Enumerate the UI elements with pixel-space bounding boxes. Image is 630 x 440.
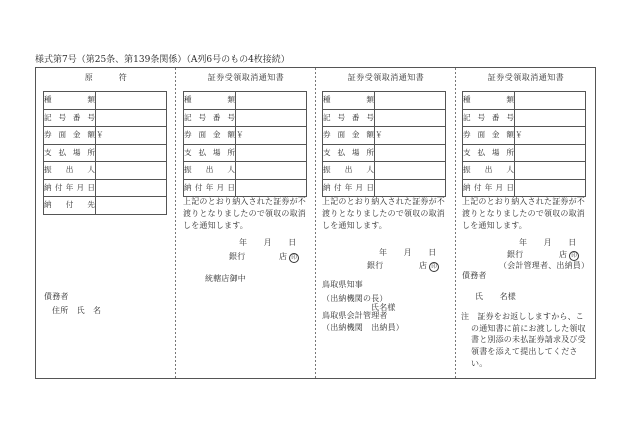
message-line: 渡りとなりましたので領収の取消 — [462, 209, 585, 218]
row-serial-number — [44, 109, 167, 127]
seal-icon: 印 — [289, 253, 299, 263]
row-drawer — [184, 162, 307, 180]
row-label: 支 払 場 所 — [44, 144, 96, 162]
branch-label: 店 — [419, 261, 428, 270]
message-line: 渡りとなりましたので領収の取消 — [183, 209, 306, 218]
notice-table — [462, 91, 586, 197]
row-value-cell — [515, 162, 586, 180]
row-label: 納付年月日 — [463, 179, 515, 197]
row-label: 券 面 金 額 — [463, 127, 515, 145]
row-value-cell — [236, 109, 307, 127]
row-label: 納付年月日 — [323, 179, 375, 197]
debtor-address-name: 住所 氏 名 — [52, 306, 102, 315]
message-line: 上記のとおり納入された証券が不 — [462, 197, 585, 206]
notice-table — [322, 91, 446, 197]
debtor-label: 債務者 — [44, 292, 69, 301]
row-payment-place — [184, 144, 307, 162]
row-value-cell — [236, 92, 307, 110]
notice-column-treasurer — [316, 68, 456, 378]
date-line: 年 月 日 — [379, 248, 437, 257]
bank-label: 銀行 — [507, 250, 524, 259]
row-value-cell — [375, 92, 446, 110]
message-line: 上記のとおり納入された証券が不 — [183, 197, 306, 206]
row-face-value — [184, 127, 307, 145]
note-line: 注 証券をお返ししますから、こ — [461, 312, 584, 321]
row-label: 振 出 人 — [323, 162, 375, 180]
row-value-cell — [375, 109, 446, 127]
row-label: 納 付 先 — [44, 197, 96, 215]
date-line: 年 月 日 — [239, 238, 297, 247]
note-line: の通知書に前にお渡しした領収 — [471, 324, 586, 333]
date-line: 年 月 日 — [519, 238, 577, 247]
row-label: 種 類 — [463, 92, 515, 110]
row-label: 記 号 番 号 — [44, 109, 96, 127]
row-serial-number — [463, 109, 586, 127]
row-label: 種 類 — [44, 92, 96, 110]
yen-sign: ￥ — [515, 127, 586, 145]
row-value-cell — [236, 144, 307, 162]
row-payment-place — [323, 144, 446, 162]
debtor-name: 氏 名様 — [475, 292, 516, 301]
row-label: 納付年月日 — [44, 179, 96, 197]
form-title: 様式第7号（第25条、第139条関係）（A列6号のもの4枚接続） — [35, 55, 290, 65]
row-value-cell — [375, 179, 446, 197]
bank-label: 銀行 — [367, 261, 384, 270]
branch-label: 店 — [279, 252, 288, 261]
row-face-value — [44, 127, 167, 145]
row-label: 記 号 番 号 — [184, 109, 236, 127]
notice-column-bank — [176, 68, 316, 378]
row-drawer — [44, 162, 167, 180]
row-label: 記 号 番 号 — [463, 109, 515, 127]
row-value-cell — [96, 197, 167, 215]
bank-label: 銀行 — [229, 252, 246, 261]
notice-heading: 証券受領取消通知書 — [347, 73, 425, 82]
row-label: 種 類 — [323, 92, 375, 110]
row-value-cell — [375, 144, 446, 162]
row-label: 支 払 場 所 — [323, 144, 375, 162]
row-label: 支 払 場 所 — [463, 144, 515, 162]
notice-heading: 証券受領取消通知書 — [487, 73, 565, 82]
row-label: 振 出 人 — [184, 162, 236, 180]
yen-sign: ￥ — [236, 127, 307, 145]
seal-icon: 印 — [569, 251, 579, 261]
row-value-cell — [515, 144, 586, 162]
seal-icon: 印 — [429, 262, 439, 272]
row-payment-date — [323, 179, 446, 197]
row-serial-number — [184, 109, 307, 127]
row-payee — [44, 197, 167, 215]
message-line: 上記のとおり納入された証券が不 — [322, 197, 445, 206]
row-value-cell — [515, 92, 586, 110]
row-value-cell — [96, 179, 167, 197]
yen-sign: ￥ — [96, 127, 167, 145]
message-line: しを通知します。 — [462, 221, 527, 230]
row-payment-date — [184, 179, 307, 197]
row-value-cell — [515, 179, 586, 197]
notice-column-debtor — [456, 68, 596, 378]
row-label: 納付年月日 — [184, 179, 236, 197]
row-value-cell — [236, 162, 307, 180]
row-drawer — [463, 162, 586, 180]
row-payment-date — [463, 179, 586, 197]
recipient-title: 鳥取県知事 — [322, 280, 363, 289]
debtor-label: 債務者 — [462, 271, 487, 280]
stub-column — [36, 68, 176, 378]
branch-label: 店 — [559, 250, 568, 259]
row-label: 振 出 人 — [44, 162, 96, 180]
row-value-cell — [96, 162, 167, 180]
message-line: 渡りとなりましたので領収の取消 — [322, 209, 445, 218]
recipient-role: （出納機関の長） — [322, 294, 388, 303]
form-sheet — [35, 67, 596, 379]
addressee: 統轄店御中 — [205, 274, 246, 283]
row-payment-date — [44, 179, 167, 197]
row-serial-number — [323, 109, 446, 127]
row-label: 券 面 金 額 — [184, 127, 236, 145]
row-label: 振 出 人 — [463, 162, 515, 180]
row-value-cell — [96, 109, 167, 127]
recipient2-role: （出納機関 出納員） — [322, 323, 404, 332]
message-line: しを通知します。 — [322, 221, 387, 230]
row-label: 記 号 番 号 — [323, 109, 375, 127]
row-label: 券 面 金 額 — [323, 127, 375, 145]
row-label: 券 面 金 額 — [44, 127, 96, 145]
row-type — [44, 92, 167, 110]
row-type — [184, 92, 307, 110]
stub-table — [43, 91, 167, 215]
recipient-name: 氏名様 — [371, 303, 396, 312]
row-payment-place — [463, 144, 586, 162]
row-type — [463, 92, 586, 110]
row-value-cell — [236, 179, 307, 197]
row-label: 種 類 — [184, 92, 236, 110]
recipient2-title: 鳥取県会計管理者 — [322, 311, 388, 320]
row-type — [323, 92, 446, 110]
row-value-cell — [515, 109, 586, 127]
yen-sign: ￥ — [375, 127, 446, 145]
stub-heading: 原 符 — [84, 73, 128, 82]
bank-role: （会計管理者、出納員） — [499, 261, 590, 270]
note-line: い。 — [471, 359, 488, 368]
notice-heading: 証券受領取消通知書 — [207, 73, 285, 82]
notice-table — [183, 91, 307, 197]
row-label: 支 払 場 所 — [184, 144, 236, 162]
row-drawer — [323, 162, 446, 180]
row-value-cell — [375, 162, 446, 180]
row-payment-place — [44, 144, 167, 162]
note-line: 領書を添えて提出してくださ — [471, 347, 578, 356]
row-face-value — [463, 127, 586, 145]
message-line: しを通知します。 — [183, 221, 248, 230]
row-value-cell — [96, 92, 167, 110]
row-face-value — [323, 127, 446, 145]
row-value-cell — [96, 144, 167, 162]
note-line: 書と別添の未払証券請求及び受 — [471, 335, 586, 344]
